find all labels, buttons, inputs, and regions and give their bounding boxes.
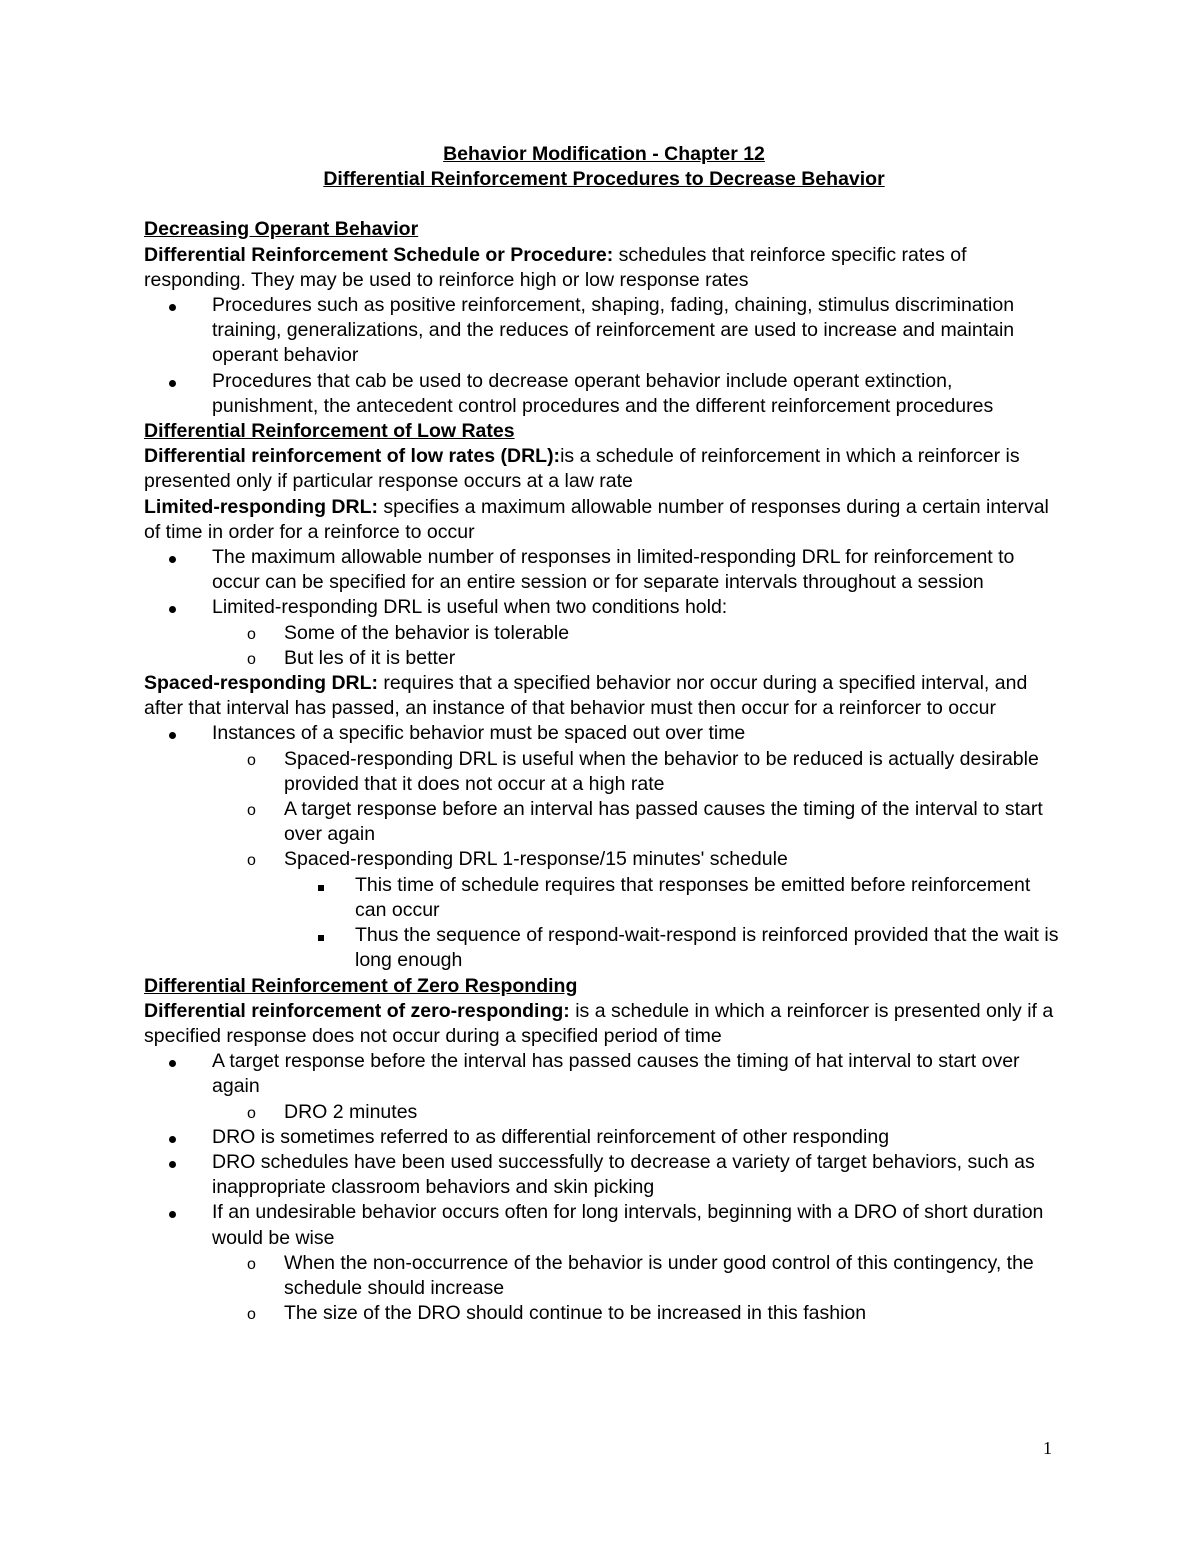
definition-paragraph	[144, 444, 1064, 494]
definition-term: Limited-responding DRL:	[144, 495, 378, 518]
bullet-item	[144, 595, 1064, 620]
bullet-dot-icon	[169, 1049, 176, 1074]
bullet-text: Instances of a specific behavior must be spaced out over time	[212, 722, 746, 745]
definition-term: Differential reinforcement of low rates (DRL):	[144, 445, 561, 468]
bullet-dot-icon	[169, 595, 176, 620]
bullet-text: Procedures such as positive reinforcement, shaping, fading, chaining, stimulus discrimination training, generalizations, and the reduces of reinforcement are used to increase and maintain operant behavior	[212, 294, 1015, 367]
bullet-text: The size of the DRO should continue to be increased in this fashion	[284, 1302, 867, 1325]
bullet-circle-icon: o	[247, 802, 256, 820]
bullet-dot-icon	[169, 1150, 176, 1175]
bullet-dot-icon	[169, 369, 176, 394]
bullet-circle-icon: o	[247, 625, 256, 643]
bullet-text: When the non-occurrence of the behavior is under good control of this contingency, the schedule should increase	[284, 1251, 1034, 1299]
bullet-item	[144, 1049, 1064, 1099]
definition-paragraph	[144, 671, 1064, 721]
bullet-square-icon	[318, 923, 324, 948]
bullet-text: Procedures that cab be used to decrease operant behavior include operant extinction, punishment, the antecedent control procedures and the different reinforcement procedures	[212, 369, 994, 417]
bullet-text: Spaced-responding DRL is useful when the behavior to be reduced is actually desirable provided that it does not occur at a high rate	[284, 747, 1039, 795]
bullet-circle-icon: o	[247, 751, 256, 769]
sub-bullet-item	[144, 1301, 1064, 1326]
page-number: 1	[1043, 1438, 1052, 1458]
bullet-dot-icon	[169, 721, 176, 746]
bullet-text: A target response before an interval has passed causes the timing of the interval to start over again	[284, 798, 1043, 846]
section-heading: Differential Reinforcement of Low Rates	[144, 420, 515, 443]
bullet-text: This time of schedule requires that responses be emitted before reinforcement can occur	[355, 873, 1031, 921]
definition-paragraph	[144, 495, 1064, 545]
definition-text: schedules that reinforce specific rates of responding. They may be used to reinforce high or low response rates	[144, 243, 967, 291]
definition-paragraph	[144, 999, 1064, 1049]
bullet-text: DRO schedules have been used successfully to decrease a variety of target behaviors, such as inappropriate classroom behaviors and skin picking	[212, 1150, 1035, 1199]
bullet-text: The maximum allowable number of responses in limited-responding DRL for reinforcement to occur can be specified for an entire session or for separate intervals throughout a session	[212, 546, 1015, 594]
bullet-square-icon	[318, 873, 324, 898]
sub-bullet-item	[144, 847, 1064, 872]
bullet-text: A target response before the interval has passed causes the timing of hat interval to start over again	[212, 1050, 1020, 1098]
spacer	[144, 192, 1064, 217]
sub-sub-bullet-item	[144, 923, 1064, 973]
bullet-item	[144, 1125, 1064, 1150]
bullet-item	[144, 545, 1064, 595]
bullet-item	[144, 1150, 1064, 1200]
bullet-item	[144, 721, 1064, 746]
definition-term: Spaced-responding DRL:	[144, 672, 379, 695]
definition-term: Differential Reinforcement Schedule or Procedure:	[144, 243, 614, 266]
bullet-text: Some of the behavior is tolerable	[284, 621, 570, 644]
sub-bullet-item	[144, 747, 1064, 797]
bullet-item	[144, 369, 1064, 419]
bullet-circle-icon: o	[247, 1306, 256, 1324]
sub-sub-bullet-item	[144, 873, 1064, 923]
sections-container	[144, 217, 1064, 1326]
definition-text: requires that a specified behavior nor occur during a specified interval, and after that interval has passed, an instance of that behavior must then occur for a reinforcer to occur	[144, 672, 1028, 720]
document-subtitle: Differential Reinforcement Procedures to Decrease Behavior	[323, 168, 885, 191]
bullet-text: Limited-responding DRL is useful when two conditions hold:	[212, 596, 728, 619]
bullet-circle-icon: o	[247, 1255, 256, 1273]
document-body	[144, 142, 1064, 1326]
bullet-text: Spaced-responding DRL 1-response/15 minutes' schedule	[284, 848, 788, 871]
sub-bullet-item	[144, 621, 1064, 646]
bullet-circle-icon: o	[247, 852, 256, 870]
section-heading: Decreasing Operant Behavior	[144, 218, 419, 241]
bullet-text: If an undesirable behavior occurs often for long intervals, beginning with a DRO of short duration would be wise	[212, 1201, 1044, 1249]
bullet-circle-icon: o	[247, 1104, 256, 1122]
bullet-item	[144, 293, 1064, 369]
bullet-text: Thus the sequence of respond-wait-respond is reinforced provided that the wait is long enough	[355, 924, 1059, 972]
sub-bullet-item	[144, 1251, 1064, 1301]
definition-text: specifies a maximum allowable number of responses during a certain interval of time in order for a reinforce to occur	[144, 495, 1049, 543]
definition-paragraph	[144, 243, 1064, 293]
bullet-text: But les of it is better	[284, 646, 456, 669]
definition-text: is a schedule of reinforcement in which a reinforcer is presented only if particular response occurs at a law rate	[144, 445, 1020, 493]
sub-bullet-item	[144, 646, 1064, 671]
bullet-dot-icon	[169, 545, 176, 570]
definition-text: is a schedule in which a reinforcer is presented only if a specified response does not occur during a specified period of time	[144, 999, 1054, 1047]
bullet-circle-icon: o	[247, 650, 256, 668]
bullet-dot-icon	[169, 1200, 176, 1225]
sub-bullet-item	[144, 1100, 1064, 1125]
document-title: Behavior Modification - Chapter 12	[443, 143, 765, 165]
bullet-text: DRO 2 minutes	[284, 1100, 418, 1123]
bullet-dot-icon	[169, 1125, 176, 1150]
sub-bullet-item	[144, 797, 1064, 847]
definition-term: Differential reinforcement of zero-responding:	[144, 999, 570, 1022]
bullet-text: DRO is sometimes referred to as differential reinforcement of other responding	[212, 1125, 890, 1148]
bullet-dot-icon	[169, 293, 176, 318]
bullet-item	[144, 1200, 1064, 1250]
section-heading: Differential Reinforcement of Zero Responding	[144, 974, 578, 997]
